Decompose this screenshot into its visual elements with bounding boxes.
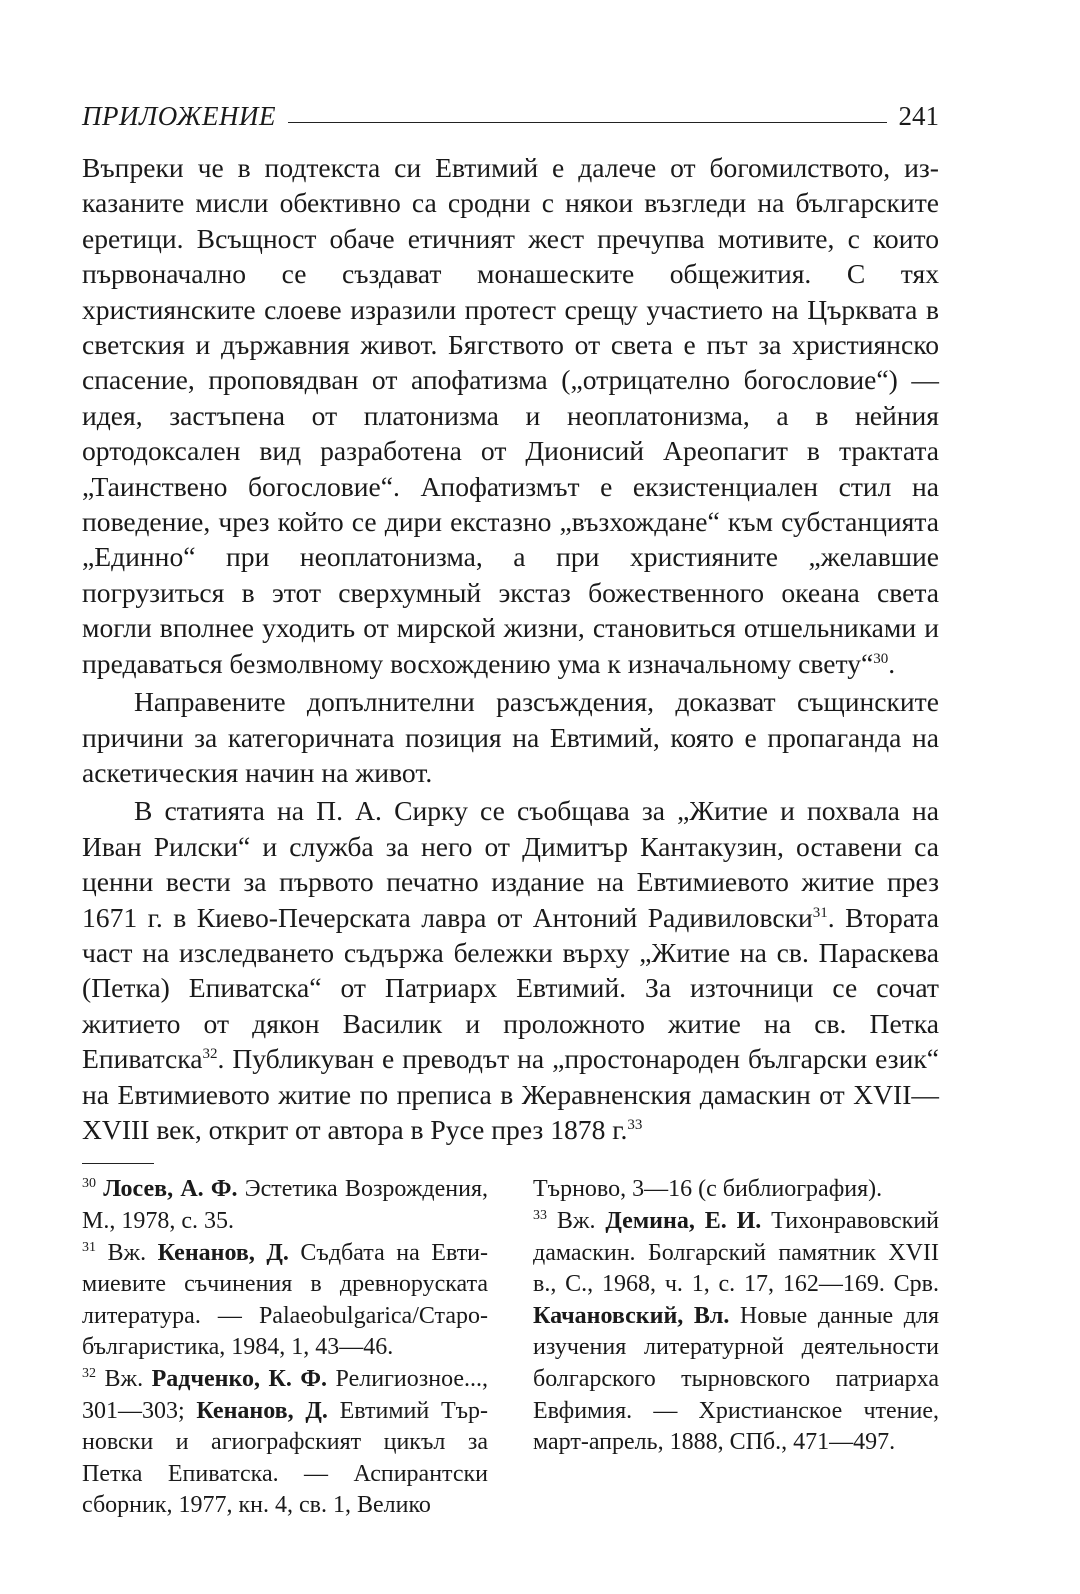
footnote-32-text-2: Евтимий Търновски и агиографският цикъл за Петка Епиватска. — Аспирантски сборник, 1977, кн. 4, св. 1, Велико: [82, 1397, 489, 1519]
footnote-31-number: 31: [82, 1239, 96, 1255]
footnote-33-text-1: Тихонравовский дамаскин. Болгарский памятник XVII в., С., 1968, ч. 1, с. 17, 162—169. Срв.: [533, 1207, 940, 1298]
footnote-30: [82, 1174, 488, 1237]
footnote-30-number: 30: [82, 1176, 96, 1192]
paragraph-3-text-2: . Втората част на изследването съдържа бележки върху „Житие на св. Параскева (Петка) Епиватска“ от Патриарх Евтимий. За източници се сочат житието от дякон Василик и проложното житие на св. Петка Епиватска: [82, 901, 939, 1075]
footnote-30-text: Эстетика Возрождения, М., 1978, с. 35.: [82, 1176, 488, 1234]
note-ref-30: 30: [873, 650, 889, 667]
footnote-33-number: 33: [533, 1207, 547, 1223]
footnote-32-text-1: Религиозное..., 301—303;: [82, 1365, 489, 1424]
note-ref-31: 31: [812, 904, 828, 921]
paragraph-3-text-3: . Публикуван е преводът на „простонароден български език“ на Евтимиевото житие по преписа в Жеравненския дамаскин от XVII—XVIII век, открит от автора в Русе през 1878 г.: [82, 1043, 939, 1145]
footnote-32: [82, 1364, 488, 1522]
book-page: [82, 92, 939, 1522]
paragraph-3: [82, 793, 939, 1147]
header-rule: [288, 122, 887, 123]
paragraph-1-tail: .: [888, 647, 896, 679]
footnote-31-text: Съдбата на Евтимиевите съчинения в древноруската литература. — Palaeobulgarica/Старобългаристика, 1984, 1, 43—46.: [82, 1239, 489, 1361]
footnote-32-author: Радченко, К. Ф.: [151, 1365, 328, 1392]
footnote-32-continued: Търново, 3—16 (с библиография).: [533, 1176, 883, 1203]
footnote-33: [533, 1206, 939, 1459]
footnotes-right-column: [533, 1174, 939, 1522]
footnote-31-prefix: Вж.: [107, 1239, 158, 1266]
running-head-title: ПРИЛОЖЕНИЕ: [82, 101, 276, 131]
footnote-30-author: Лосев, А. Ф.: [103, 1176, 238, 1203]
footnote-31: [82, 1238, 488, 1364]
paragraph-2: [82, 684, 939, 790]
paragraph-1: [82, 150, 939, 681]
paragraph-2-text: Направените допълнителни разсъждения, доказват същинските причини за категоричната позиция на Евтимий, която е пропаганда на аскетическия начин на живот.: [82, 686, 939, 788]
main-text: [82, 150, 939, 1147]
paragraph-3-text-1: В статията на П. А. Сирку се съобщава за „Житие и похвала на Иван Рилски“ и служба за него от Димитър Кантакузин, оставени са ценни вести за първото печатно издание на Евтимиевото житие през 1671 г. в Киево-Печерската лавра от Антоний Радивиловски: [82, 795, 939, 933]
footnote-33-prefix: Вж.: [556, 1207, 606, 1234]
footnote-33-author: Демина, Е. И.: [605, 1207, 762, 1234]
footnote-32-prefix: Вж.: [104, 1365, 152, 1392]
paragraph-1-text: Въпреки че в подтекста си Евтимий е далече от богомилството, изказаните мисли обективно са сродни с някои възгледи на българските еретици. Всъщност обаче етичният жест пречупва мотивите, с които първоначално се създават монашеските общежития. С тях християнските слоеве изразили протест срещу участието на Църквата в светския и държавния живот. Бягството от света е път за християнско спасение, проповядван от апофатизма („отрицателно богословие“) — идея, застъпена от платонизма и неоплатонизма, а в нейния ортодоксален вид разработена от Дионисий Ареопагит в трактата „Таинствено богословие“. Апофатизмът е екзистенциален стил на поведение, чрез който се дири екстазно „възхождане“ към субстанцията „Единно“ при неоплатонизма, а при християните „желавшие погрузиться в этот сверхумный экстаз божественного океана света могли вполнее уходить от мирской жизни, становиться отшельниками и предаваться безмолвному восхождению ума к изначальному свету“: [82, 152, 939, 679]
footnotes: [82, 1174, 939, 1522]
footnotes-left-column: [82, 1174, 488, 1522]
page-number: 241: [898, 101, 939, 131]
note-ref-32: 32: [202, 1045, 218, 1062]
footnote-33-author-2: Качановский, Вл.: [533, 1302, 730, 1329]
footnote-33-text-2: Новые данные для изучения литературной деятельности болгарского тырновского патриарха Евфимия. — Христианское чтение, март-апрель, 1888, СПб., 471—497.: [533, 1302, 939, 1456]
running-header: [82, 92, 939, 132]
footnote-31-author: Кенанов, Д.: [157, 1239, 289, 1266]
footnote-32-author-2: Кенанов, Д.: [196, 1397, 328, 1424]
footnote-32-number: 32: [82, 1365, 96, 1381]
footnote-rule: [82, 1163, 154, 1164]
note-ref-33: 33: [627, 1116, 643, 1133]
